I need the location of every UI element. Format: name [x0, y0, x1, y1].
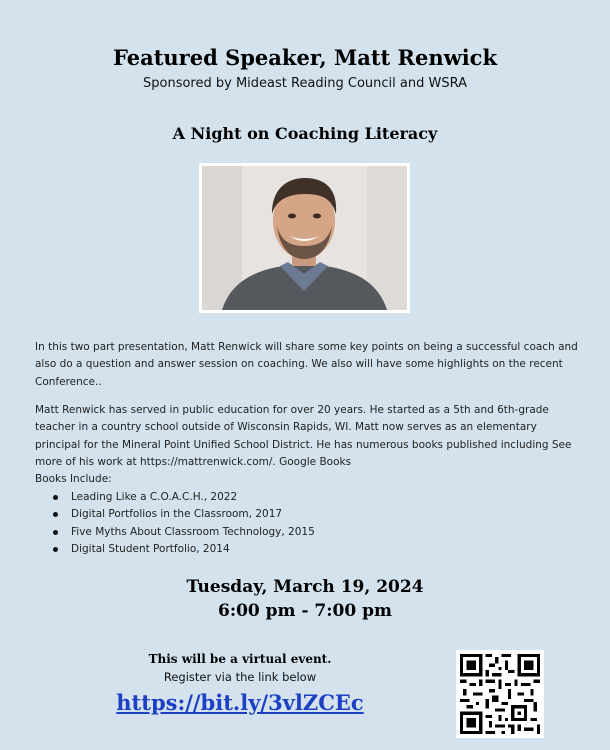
book-list [53, 489, 315, 558]
registration-link[interactable]: https://bit.ly/3vlZCEc [116, 690, 364, 715]
list-item: Digital Student Portfolio, 2014 [53, 541, 315, 558]
books-heading: Books Include: [35, 473, 112, 486]
speaker-photo [199, 163, 410, 313]
event-date: Tuesday, March 19, 2024 [186, 577, 424, 597]
list-item: Digital Portfolios in the Classroom, 2017 [53, 506, 315, 523]
list-item: Five Myths About Classroom Technology, 2015 [53, 524, 315, 541]
sponsor-line: Sponsored by Mideast Reading Council and WSRA [143, 76, 467, 91]
bio-paragraph [35, 402, 585, 488]
register-instruction: Register via the link below [163, 670, 317, 684]
speaker-portrait [202, 166, 407, 310]
bio-text: Matt Renwick has served in public education for over 20 years. He started as a 5th and 6th-grade teacher in a country school outside of Wisconsin Rapids, WI. Matt now serves as an elementary principal for the Mineral Point Unified School District. He has numerous books published including See more of his work at https://mattrenwick.com/. Google Books [35, 404, 572, 468]
qr-code[interactable] [456, 650, 544, 738]
event-name: A Night on Coaching Literacy [172, 124, 438, 143]
intro-paragraph: In this two part presentation, Matt Renwick will share some key points on being a successful coach and also do a question and answer session on coaching. We also will have some highlights on the recent Conference.. [35, 341, 578, 388]
qr-code-icon [460, 654, 540, 734]
event-time: 6:00 pm - 7:00 pm [217, 601, 392, 621]
virtual-event-note: This will be a virtual event. [148, 652, 332, 666]
page-title: Featured Speaker, Matt Renwick [112, 45, 498, 70]
list-item: Leading Like a C.O.A.C.H., 2022 [53, 489, 315, 506]
